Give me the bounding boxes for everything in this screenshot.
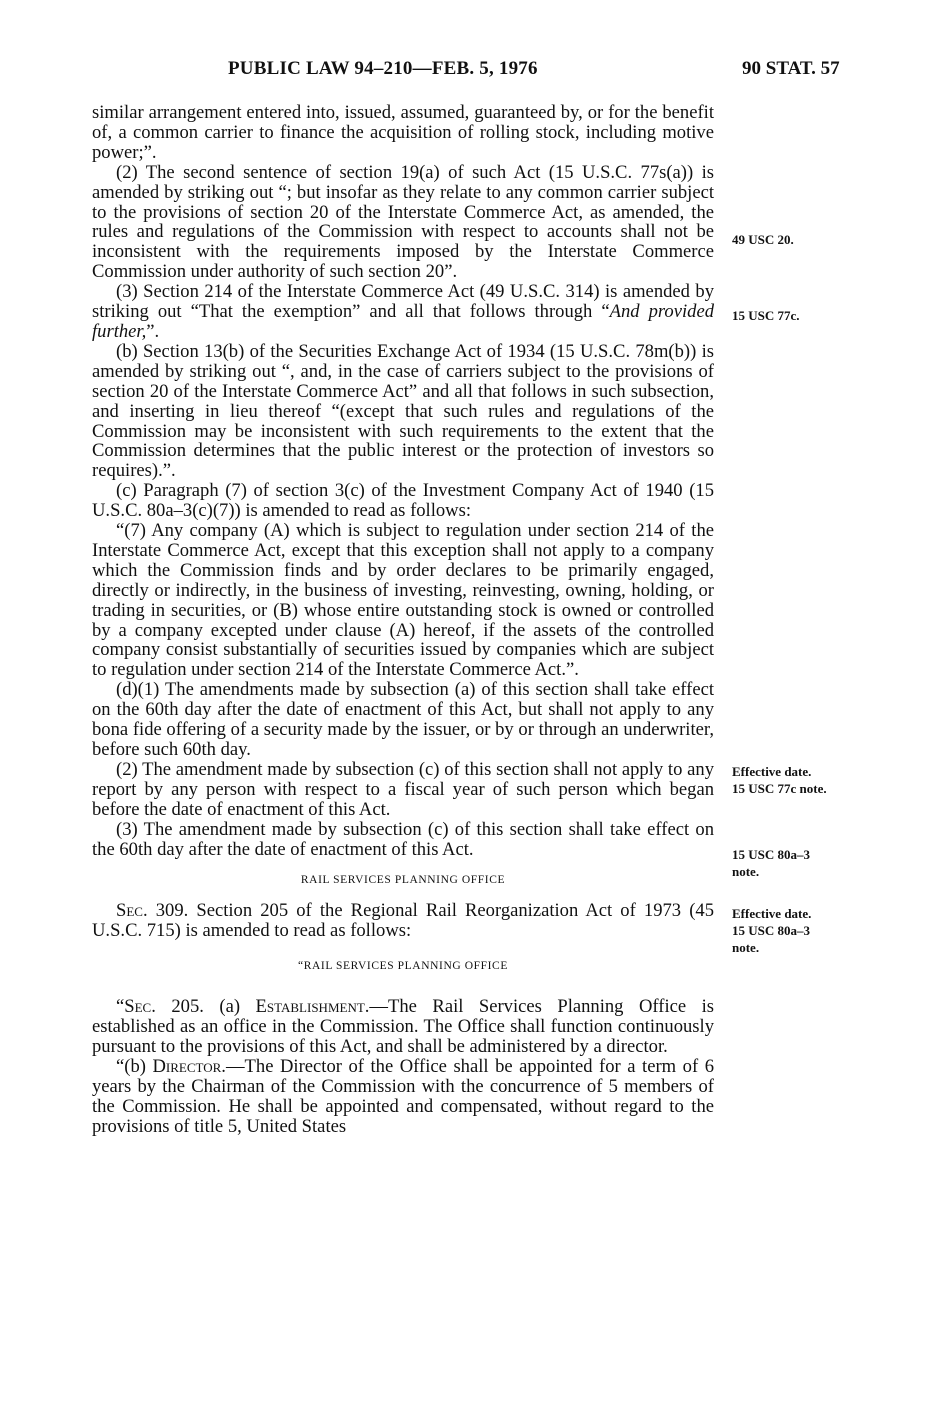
sec-label: Sec.: [124, 996, 156, 1018]
margin-note-line: 15 USC 80a–3: [732, 847, 811, 862]
paragraph-c: (c) Paragraph (7) of section 3(c) of the Investment Company Act of 1940 (15 U.S.C. 80a–3(c)(7)) is amended to read as follows:: [92, 480, 714, 522]
quoted-section-heading: “RAIL SERVICES PLANNING OFFICE: [298, 960, 508, 973]
margin-note-line: 15 USC 77c note.: [732, 781, 827, 796]
paragraph-a2: (2) The second sentence of section 19(a) of such Act (15 U.S.C. 77s(a)) is amended by striking out “; but insofar as they relate to any common carrier subject to the provisions of section 20 of the Interstate Commerce Act, as amended, the rules and regulations of the Commission with respect to accounts shall not be inconsistent with the requirements imposed by the Interstate Commerce Commission under authority of such section 20”.: [92, 161, 714, 283]
sec-309-text: 309. Section 205 of the Regional Rail Reorganization Act of 1973 (45 U.S.C. 715) is amended to read as follows:: [92, 900, 714, 942]
paragraph-d2: (2) The amendment made by subsection (c) of this section shall not apply to any report by any person with respect to a fiscal year of such person which began before the date of enactment of this Act.: [92, 758, 714, 820]
paragraph-continuation: similar arrangement entered into, issued, assumed, guaranteed by, or for the benefit of, a common carrier to finance the acquisition of rolling stock, including motive power;”.: [92, 102, 714, 163]
paragraph-b: (b) Section 13(b) of the Securities Exchange Act of 1934 (15 U.S.C. 78m(b)) is amended by striking out “, and, in the case of carriers subject to the provisions of section 20 of the Interstate Commerce Act” and all that follows in such subsection, and inserting in lieu thereof “(except that such rules and regulations of the Commission may be inconsistent with such requirements to the extent that the Commission determines that the public interest or the protection of investors so requires).”.: [92, 340, 714, 482]
paragraph-sec-309: [92, 901, 714, 941]
page-header: [0, 58, 950, 84]
margin-note-line: note.: [732, 940, 760, 955]
paragraph-d3: (3) The amendment made by subsection (c) of this section shall take effect on the 60th day after the date of enactment of this Act.: [92, 818, 714, 860]
margin-note-line: Effective date.: [732, 764, 812, 779]
running-title: PUBLIC LAW 94–210—FEB. 5, 1976: [228, 58, 538, 79]
section-heading: RAIL SERVICES PLANNING OFFICE: [300, 874, 506, 887]
margin-note-effective-date-1: [732, 763, 932, 797]
paragraph-c-quoted: “(7) Any company (A) which is subject to regulation under section 214 of the Interstate Commerce Act, except that this exception shall not apply to a company which the Commission finds and by order declares to be primarily engaged, directly or indirectly, in the business of investing, reinvesting, owning, holding, or trading in securities, or (B) whose entire outstanding stock is owned or controlled by a company excepted under clause (A) hereof, if the assets of the controlled company consist substantially of securities issued by companies which are subject to regulation under section 214 of the Interstate Commerce Act.”.: [92, 520, 714, 681]
margin-note-line: 15 USC 80a–3: [732, 923, 811, 938]
margin-note-49-usc-20: [732, 231, 932, 248]
caption-director: Director: [152, 1055, 222, 1077]
margin-note-effective-date-2: [732, 905, 932, 956]
quote-open: “: [116, 996, 125, 1018]
margin-note-text: 49 USC 20.: [732, 232, 794, 247]
statute-page-number: 90 STAT. 57: [742, 58, 840, 79]
paragraph-sec-205a: [92, 997, 714, 1057]
sec-205a-text: .—The Rail Services Planning Office is established as an office in the Commission. The Office shall function continuously pursuant to the provisions of this Act, and shall be administered by a director.: [92, 996, 715, 1057]
paragraph-sec-205b: [92, 1057, 714, 1137]
margin-note-15-usc-77c: [732, 307, 932, 324]
margin-note-line: note.: [732, 864, 760, 879]
paragraph-d1: (d)(1) The amendments made by subsection (a) of this section shall take effect on the 60th day after the date of enactment of this Act, but shall not apply to any bona fide offering of a security made by the issuer, or by or through an underwriter, before such 60th day.: [92, 679, 714, 760]
margin-note-text: 15 USC 77c.: [732, 308, 800, 323]
main-text: [92, 103, 714, 1136]
paragraph-a3-text: (3) Section 214 of the Interstate Commerce Act (49 U.S.C. 314) is amended by striking out “That the exemption” and all that follows through “: [92, 281, 714, 323]
sec-205b-text: .—The Director of the Office shall be appointed for a term of 6 years by the Chairman of the Commission with the concurrence of 5 members of the Commission. He shall be appointed and compensated, without regard to the provisions of title 5, United States: [92, 1055, 714, 1137]
paragraph-a3: [92, 282, 714, 342]
paragraph-a3-end: ”.: [146, 320, 160, 342]
margin-note-15-usc-80a-3: [732, 846, 932, 880]
sec-205b-open: “(b): [116, 1055, 153, 1077]
paragraph-a3-italic: And provided further,: [92, 301, 714, 342]
sec-205-number: 205. (a): [155, 996, 256, 1018]
caption-establishment: Establishment: [255, 996, 365, 1018]
margin-note-line: Effective date.: [732, 906, 812, 921]
sec-label: Sec.: [116, 900, 148, 922]
